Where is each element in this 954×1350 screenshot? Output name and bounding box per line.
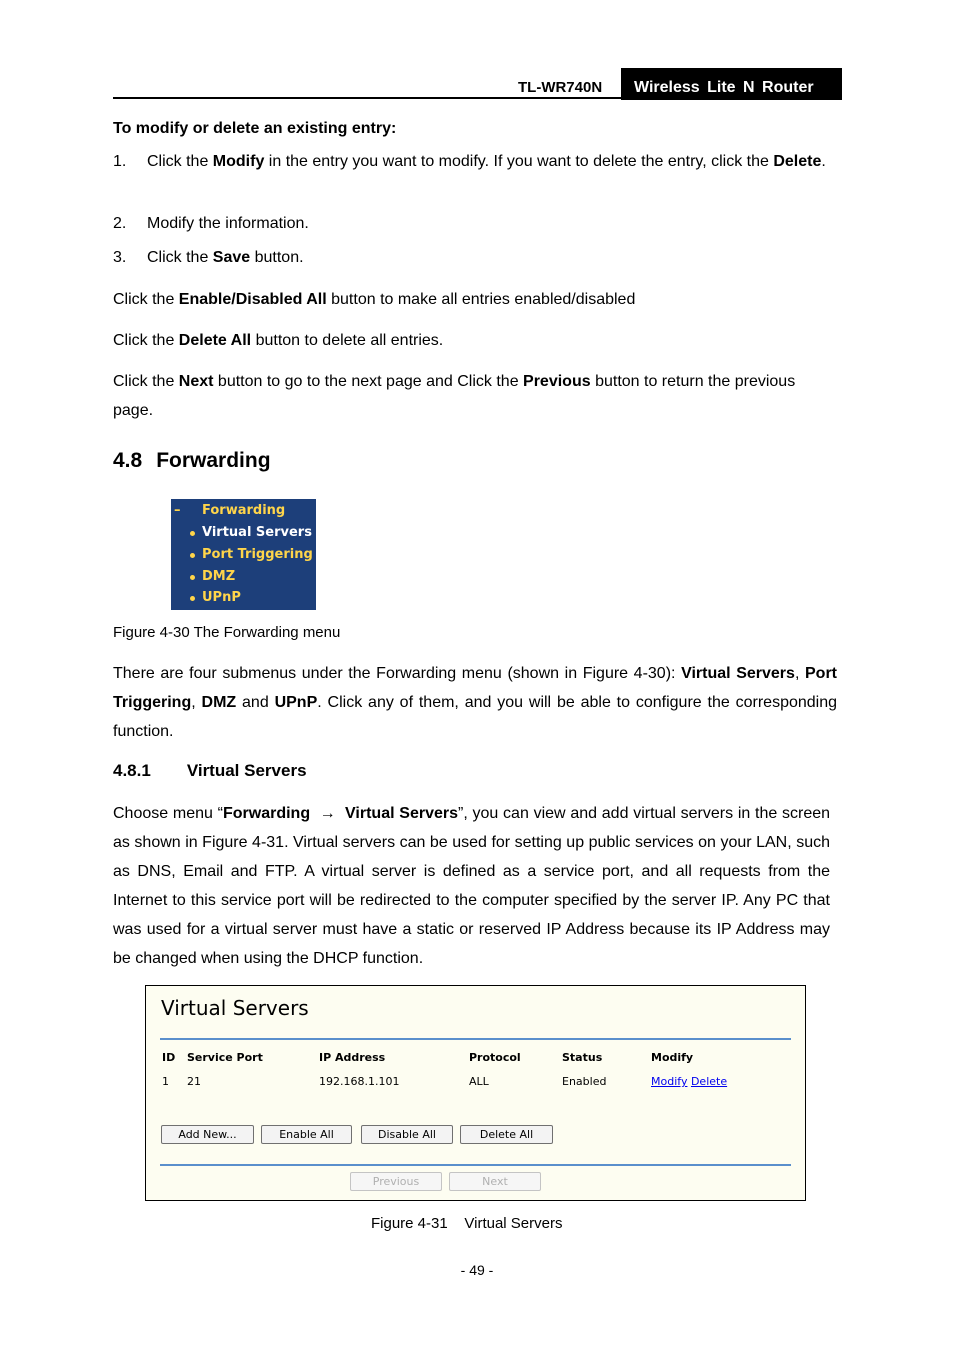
menu-item-dmz[interactable] (171, 567, 316, 587)
forwarding-intro: There are four submenus under the Forwarding menu (shown in Figure 4-30): Virtual Servers, Port Triggering, DMZ and UPnP. Click any of them, and you will be able to configure the corresponding function. (113, 665, 838, 740)
menu-item-upnp[interactable] (171, 588, 316, 608)
vs-divider-top (160, 1038, 791, 1040)
cell-modify (651, 1075, 727, 1088)
step-1-text: Click the Modify in the entry you want to modify. If you want to delete the entry, click the Delete. (147, 153, 826, 170)
next-button[interactable]: Next (449, 1172, 541, 1191)
cell-ip-address: 192.168.1.101 (319, 1075, 400, 1088)
bullet-icon (190, 596, 195, 601)
header-product-banner: Wireless Lite N Router (621, 68, 842, 100)
delete-link[interactable]: Delete (690, 1075, 728, 1088)
virtual-servers-description: Choose menu “Forwarding → Virtual Servers”, you can view and add virtual servers in the screen as shown in Figure 4-31. Virtual servers can be used for setting up public services on your LAN, such as DNS, Email and FTP. A virtual server is defined as a service port, and all requests from the Internet to this service port will be redirected to the computer specified by the server IP. Any PC that was used for a virtual server must have a static or reserved IP Address because its IP Address may be changed when using the DHCP function. (113, 805, 831, 967)
delete-all-button[interactable]: Delete All (460, 1125, 553, 1144)
bullet-icon (190, 531, 195, 536)
menu-forwarding[interactable] (171, 501, 316, 521)
step-2-number: 2. (113, 215, 127, 232)
modify-heading: To modify or delete an existing entry: (113, 120, 397, 137)
header-rule (113, 97, 842, 99)
step-1-number: 1. (113, 153, 127, 170)
figure-31-caption: Figure 4-31 Virtual Servers (371, 1215, 563, 1232)
step-2-text: Modify the information. (147, 215, 309, 232)
cell-status: Enabled (562, 1075, 607, 1088)
previous-button[interactable]: Previous (350, 1172, 442, 1191)
forwarding-menu (171, 499, 316, 610)
enable-all-button[interactable]: Enable All (261, 1125, 352, 1144)
col-header-id: ID (162, 1051, 176, 1064)
menu-forwarding-label: Forwarding (202, 503, 286, 518)
menu-item-virtual-servers[interactable] (171, 523, 316, 543)
col-header-modify: Modify (651, 1051, 694, 1064)
menu-item-port-triggering[interactable] (171, 545, 316, 565)
col-header-protocol: Protocol (469, 1051, 521, 1064)
figure-30-caption: Figure 4-30 The Forwarding menu (113, 624, 341, 641)
vs-title: Virtual Servers (161, 996, 309, 1020)
note-next-previous: Click the Next button to go to the next page and Click the Previous button to return the previous page. (113, 373, 796, 419)
col-header-ip-address: IP Address (319, 1051, 386, 1064)
section-heading: 4.8 Forwarding (113, 449, 271, 472)
menu-item-label: DMZ (202, 569, 236, 584)
page-number: - 49 - (460, 1262, 494, 1278)
note-enable-disable: Click the Enable/Disabled All button to make all entries enabled/disabled (113, 291, 636, 308)
cell-id: 1 (162, 1075, 169, 1088)
modify-link[interactable]: Modify (651, 1075, 688, 1088)
col-header-service-port: Service Port (187, 1051, 263, 1064)
step-3-text: Click the Save button. (147, 249, 304, 266)
bullet-icon (190, 553, 195, 558)
step-3-number: 3. (113, 249, 127, 266)
subsection-heading: 4.8.1 Virtual Servers (113, 761, 307, 780)
note-delete-all: Click the Delete All button to delete all entries. (113, 332, 444, 349)
collapse-icon: – (174, 503, 181, 518)
add-new-button[interactable]: Add New... (161, 1125, 254, 1144)
menu-item-label: Port Triggering (202, 547, 313, 562)
virtual-servers-screen (145, 985, 806, 1201)
menu-item-label: UPnP (202, 590, 241, 605)
cell-protocol: ALL (469, 1075, 489, 1088)
col-header-status: Status (562, 1051, 603, 1064)
vs-divider-bottom (160, 1164, 791, 1166)
header-model: TL-WR740N (518, 79, 603, 96)
cell-service-port: 21 (187, 1075, 201, 1088)
menu-item-label: Virtual Servers (202, 525, 312, 540)
disable-all-button[interactable]: Disable All (361, 1125, 453, 1144)
bullet-icon (190, 575, 195, 580)
